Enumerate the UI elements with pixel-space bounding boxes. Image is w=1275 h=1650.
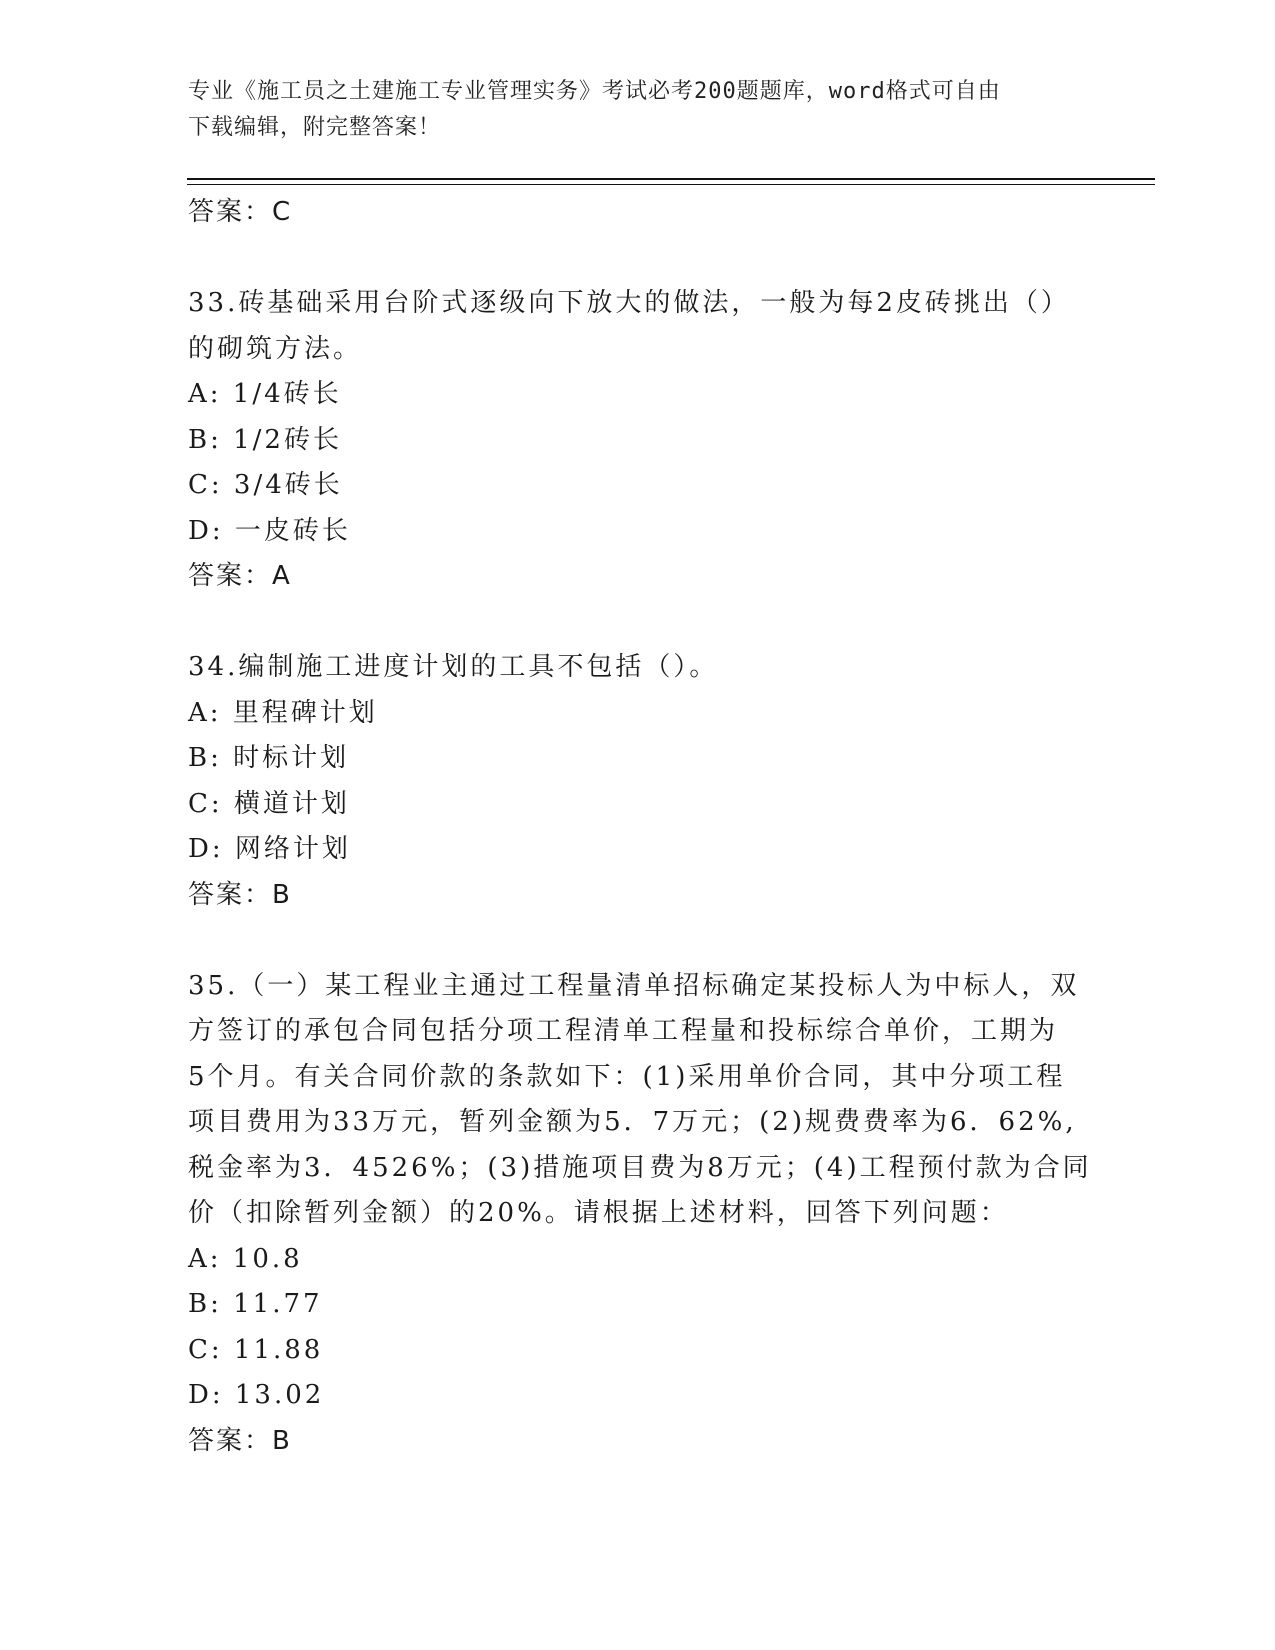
spacer <box>188 236 1088 282</box>
option-d: D: 13.02 <box>188 1380 325 1410</box>
answer-previous: 答案：C <box>188 197 293 227</box>
question-35-text-5: 税金率为3．4526%；(3)措施项目费为8万元；(4)工程预付款为合同 <box>188 1152 1092 1183</box>
option-b: B: 11.77 <box>188 1289 323 1319</box>
header-divider-thin <box>187 184 1155 185</box>
header-divider-thick <box>187 178 1155 180</box>
option-b: B: 时标计划 <box>188 743 350 773</box>
option-a: A: 1/4砖长 <box>188 379 342 409</box>
option-a: A: 10.8 <box>188 1243 303 1274</box>
question-35-text-4: 项目费用为33万元，暂列金额为5．7万元；(2)规费费率为6．62%, <box>188 1107 1077 1137</box>
question-35 <box>188 964 1092 1465</box>
option-d: D: 网络计划 <box>188 834 351 864</box>
question-35-text-1: 35.（一）某工程业主通过工程量清单招标确定某投标人为中标人，双 <box>188 970 1080 1001</box>
question-35-text-2: 方签订的承包合同包括分项工程清单工程量和投标综合单价，工期为 <box>188 1016 1059 1046</box>
document-header <box>188 74 1068 146</box>
spacer <box>188 918 1088 964</box>
question-content <box>188 190 1092 1464</box>
question-35-text-3: 5个月。有关合同价款的条款如下：(1)采用单价合同，其中分项工程 <box>188 1061 1066 1092</box>
header-line-2: 下载编辑，附完整答案！ <box>188 115 442 140</box>
option-c: C: 11.88 <box>188 1334 324 1365</box>
spacer <box>188 600 1088 646</box>
answer-33: 答案：A <box>188 561 292 591</box>
option-c: C: 3/4砖长 <box>188 470 343 500</box>
answer-35: 答案：B <box>188 1425 292 1456</box>
question-33-text-1: 33.砖基础采用台阶式逐级向下放大的做法，一般为每2皮砖挑出（） <box>188 288 1070 318</box>
question-33 <box>188 281 1088 600</box>
question-33-text-2: 的砌筑方法。 <box>188 333 363 364</box>
option-c: C: 横道计划 <box>188 788 350 819</box>
option-b: B: 1/2砖长 <box>188 424 342 455</box>
option-a: A: 里程碑计划 <box>188 697 378 728</box>
answer-34: 答案：B <box>188 879 292 910</box>
header-line-1: 专业《施工员之土建施工专业管理实务》考试必考200题题库，word格式可自由 <box>188 79 1001 104</box>
question-34-text: 34.编制施工进度计划的工具不包括（）。 <box>188 652 719 682</box>
question-34 <box>188 645 1088 918</box>
option-d: D: 一皮砖长 <box>188 515 351 546</box>
question-35-text-6: 价（扣除暂列金额）的20%。请根据上述材料，回答下列问题： <box>188 1198 1009 1228</box>
